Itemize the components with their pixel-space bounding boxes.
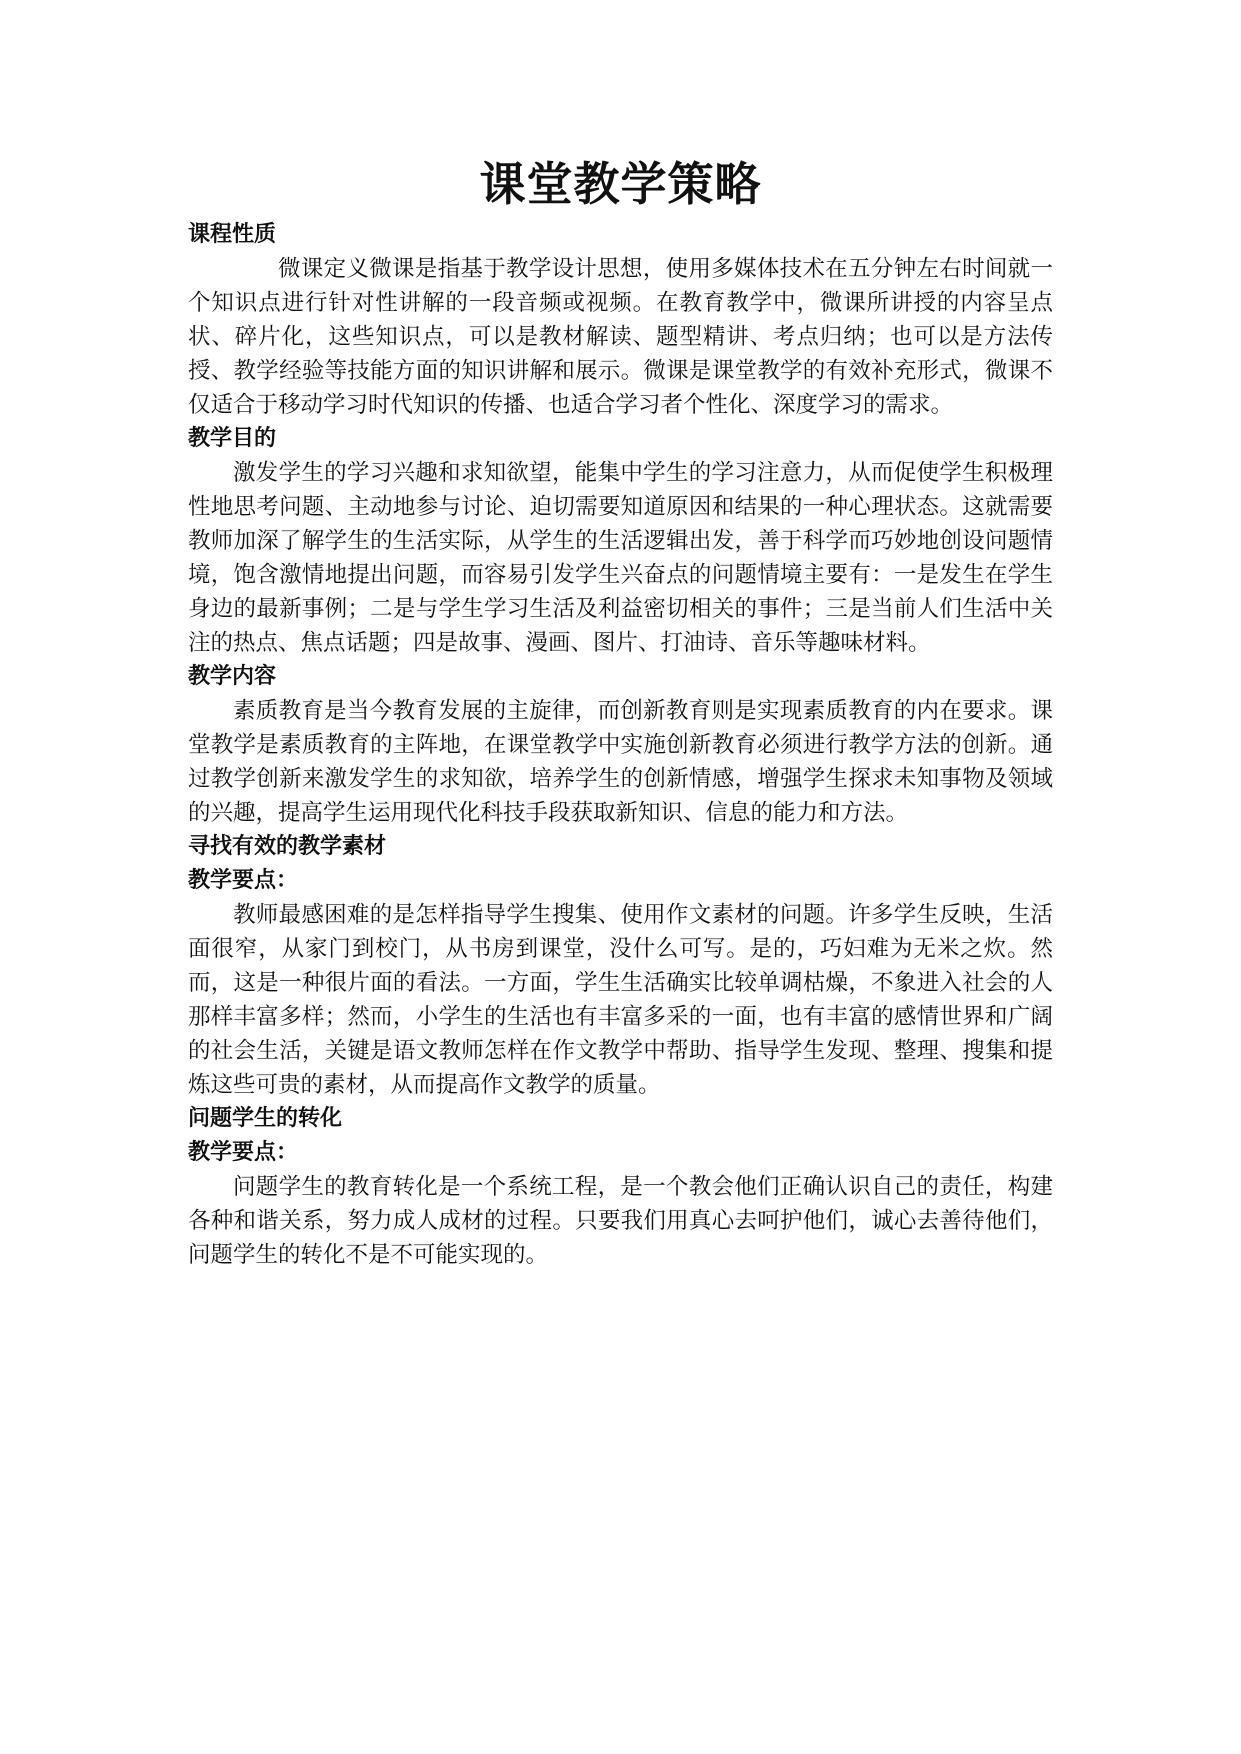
section-heading: 教学内容 <box>188 664 277 689</box>
section-subheading: 教学要点： <box>188 1140 299 1165</box>
section-heading: 教学目的 <box>188 426 277 451</box>
section-course-nature <box>188 218 1053 422</box>
section-subheading: 教学要点： <box>188 868 299 893</box>
section-heading: 课程性质 <box>188 222 277 247</box>
section-heading: 问题学生的转化 <box>188 1106 343 1131</box>
section-heading: 寻找有效的教学素材 <box>188 834 387 859</box>
section-teaching-materials <box>188 830 1053 1102</box>
section-paragraph: 微课定义微课是指基于教学设计思想，使用多媒体技术在五分钟左右时间就一个知识点进行针对性讲解的一段音频或视频。在教育教学中，微课所讲授的内容呈点状、碎片化，这些知识点，可以是教材解读、题型精讲、考点归纳；也可以是方法传授、教学经验等技能方面的知识讲解和展示。微课是课堂教学的有效补充形式，微课不仅适合于移动学习时代知识的传播、也适合学习者个性化、深度学习的需求。 <box>188 256 1053 418</box>
section-teaching-purpose <box>188 422 1053 660</box>
section-paragraph: 激发学生的学习兴趣和求知欲望，能集中学生的学习注意力，从而促使学生积极理性地思考问题、主动地参与讨论、迫切需要知道原因和结果的一种心理状态。这就需要教师加深了解学生的生活实际，从学生的生活逻辑出发，善于科学而巧妙地创设问题情境，饱含激情地提出问题，而容易引发学生兴奋点的问题情境主要有：一是发生在学生身边的最新事例；二是与学生学习生活及利益密切相关的事件；三是当前人们生活中关注的热点、焦点话题；四是故事、漫画、图片、打油诗、音乐等趣味材料。 <box>188 460 1053 656</box>
section-teaching-content <box>188 660 1053 830</box>
section-paragraph: 素质教育是当今教育发展的主旋律，而创新教育则是实现素质教育的内在要求。课堂教学是素质教育的主阵地，在课堂教学中实施创新教育必须进行教学方法的创新。通过教学创新来激发学生的求知欲，培养学生的创新情感，增强学生探求未知事物及领域的兴趣，提高学生运用现代化科技手段获取新知识、信息的能力和方法。 <box>188 698 1053 826</box>
section-problem-students <box>188 1102 1053 1272</box>
document-page <box>188 150 1053 1272</box>
document-title: 课堂教学策略 <box>479 157 762 211</box>
section-paragraph: 教师最感困难的是怎样指导学生搜集、使用作文素材的问题。许多学生反映，生活面很窄，从家门到校门，从书房到课堂，没什么可写。是的，巧妇难为无米之炊。然而，这是一种很片面的看法。一方面，学生生活确实比较单调枯燥，不象进入社会的人那样丰富多样；然而，小学生的生活也有丰富多采的一面，也有丰富的感情世界和广阔的社会生活，关键是语文教师怎样在作文教学中帮助、指导学生发现、整理、搜集和提炼这些可贵的素材，从而提高作文教学的质量。 <box>188 902 1053 1098</box>
section-paragraph: 问题学生的教育转化是一个系统工程，是一个教会他们正确认识自己的责任，构建各种和谐关系，努力成人成材的过程。只要我们用真心去呵护他们，诚心去善待他们，问题学生的转化不是不可能实现的。 <box>188 1174 1053 1268</box>
